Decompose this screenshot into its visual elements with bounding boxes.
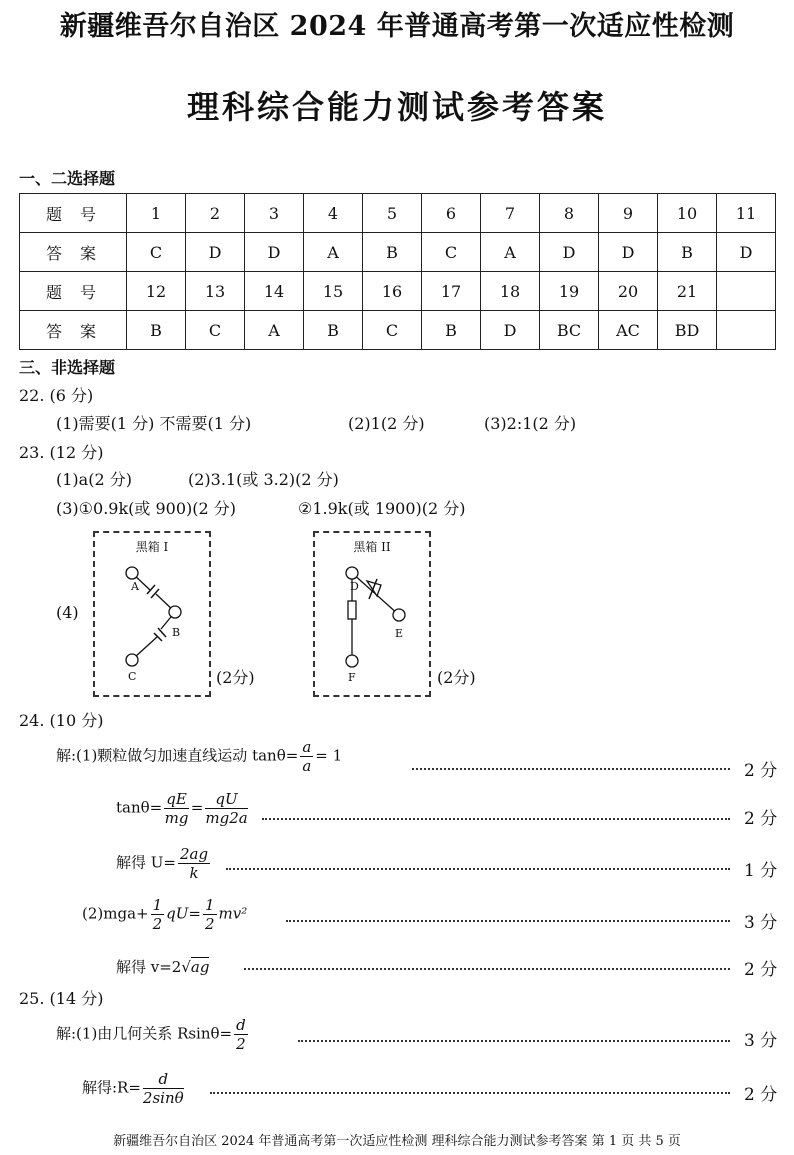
q22-heading: 22. (6 分) — [19, 386, 94, 405]
q25-step2: 解得:R= $\frac{d}{2\sin\theta}$ — [82, 1070, 184, 1107]
table-cell: 1 — [127, 194, 186, 233]
q25-step1-score: 3 分 — [744, 1031, 778, 1051]
table-cell: C — [422, 233, 481, 272]
table-cell — [717, 311, 776, 350]
dotted-leader — [286, 920, 730, 922]
black-box-2-title: 黑箱 II — [353, 540, 391, 554]
dotted-leader — [244, 968, 730, 970]
section-choice-heading: 一、二选择题 — [19, 169, 116, 188]
terminal-e-label: E — [395, 627, 404, 640]
table-cell: B — [658, 233, 717, 272]
table-cell: 7 — [481, 194, 540, 233]
table-cell: 10 — [658, 194, 717, 233]
row-label-number: 题号 — [20, 194, 127, 233]
table-cell: B — [304, 311, 363, 350]
table-cell: 4 — [304, 194, 363, 233]
black-box-2 — [313, 531, 431, 697]
table-cell: BD — [658, 311, 717, 350]
table-cell: 3 — [245, 194, 304, 233]
black-box-1 — [93, 531, 211, 697]
table-cell: 13 — [186, 272, 245, 311]
q23-part3a: (3)①0.9k(或 900)(2 分) — [56, 499, 237, 518]
q24-step5: 解得 v=2√ag — [116, 958, 210, 976]
q25-step2-score: 2 分 — [744, 1085, 778, 1105]
table-row — [20, 311, 776, 350]
dotted-leader — [210, 1092, 730, 1094]
page-footer: 新疆维吾尔自治区 2024 年普通高考第一次适应性检测 理科综合能力测试参考答案 第 1 页 共 5 页 — [113, 1134, 681, 1149]
fraction: $\frac{qE}{mg}$ — [164, 790, 189, 827]
dotted-leader — [262, 818, 730, 820]
table-cell: B — [363, 233, 422, 272]
table-cell: A — [245, 311, 304, 350]
table-cell: D — [186, 233, 245, 272]
table-cell: 18 — [481, 272, 540, 311]
table-cell: D — [540, 233, 599, 272]
dotted-leader — [412, 768, 730, 770]
answer-table — [19, 193, 776, 350]
q23-box2-score: (2分) — [437, 668, 476, 687]
table-cell: B — [127, 311, 186, 350]
table-cell: 12 — [127, 272, 186, 311]
black-box-1-circuit — [95, 533, 209, 695]
q23-part3b: ②1.9k(或 1900)(2 分) — [298, 499, 466, 518]
q22-part3: (3)2:1(2 分) — [484, 414, 577, 433]
q24-step4-score: 3 分 — [744, 913, 778, 933]
fraction: $\frac{d}{2}$ — [236, 1016, 246, 1053]
q22-part2: (2)1(2 分) — [348, 414, 425, 433]
q23-part2: (2)3.1(或 3.2)(2 分) — [188, 470, 339, 489]
table-cell: D — [245, 233, 304, 272]
dotted-leader — [298, 1040, 730, 1042]
terminal-f-label: F — [348, 671, 356, 684]
table-cell: 8 — [540, 194, 599, 233]
terminal-c-label: C — [128, 670, 137, 683]
q24-step5-score: 2 分 — [744, 960, 778, 980]
q22-part1: (1)需要(1 分) 不需要(1 分) — [56, 414, 252, 433]
table-cell: 11 — [717, 194, 776, 233]
table-cell — [717, 272, 776, 311]
dotted-leader — [226, 868, 730, 870]
table-cell: 6 — [422, 194, 481, 233]
q24-step1-text: 解:(1)颗粒做匀加速直线运动 tanθ= — [56, 746, 299, 765]
q24-step3: 解得 U= $\frac{2ag}{k}$ — [116, 845, 209, 882]
table-cell: 14 — [245, 272, 304, 311]
fraction: $\frac{1}{2}$ — [204, 896, 215, 933]
table-cell: D — [481, 311, 540, 350]
table-cell: 2 — [186, 194, 245, 233]
row-label-number: 题号 — [20, 272, 127, 311]
row-label-answer: 答案 — [20, 233, 127, 272]
table-cell: 15 — [304, 272, 363, 311]
table-cell: D — [717, 233, 776, 272]
q23-part1: (1)a(2 分) — [56, 470, 132, 489]
table-cell: C — [127, 233, 186, 272]
table-cell: B — [422, 311, 481, 350]
table-cell: 5 — [363, 194, 422, 233]
q25-heading: 25. (14 分) — [19, 989, 104, 1008]
q24-step1: 解:(1)颗粒做匀加速直线运动 tanθ= $\frac{a}{a}$ = 1 — [56, 738, 343, 775]
table-cell: 20 — [599, 272, 658, 311]
q24-step1-score: 2 分 — [744, 761, 778, 781]
table-cell: 21 — [658, 272, 717, 311]
q24-step2: tanθ= $\frac{qE}{mg}$ = $\frac{qU}{mg2a}$ — [116, 790, 248, 827]
fraction: $\frac{qU}{mg2a}$ — [205, 790, 248, 827]
table-row — [20, 194, 776, 233]
fraction: $\frac{a}{a}$ — [302, 738, 312, 775]
q24-step4: (2)mga+ $\frac{1}{2}$ qU= $\frac{1}{2}$ mv² — [82, 896, 248, 933]
table-row — [20, 272, 776, 311]
table-cell: A — [481, 233, 540, 272]
q23-part4-label: (4) — [56, 603, 79, 622]
black-box-1-title: 黑箱 I — [135, 540, 169, 554]
sqrt-symbol: √ — [181, 958, 191, 976]
terminal-d-label: D — [350, 580, 359, 593]
fraction: $\frac{2ag}{k}$ — [179, 845, 209, 882]
q25-step1: 解:(1)由几何关系 Rsinθ= $\frac{d}{2}$ — [56, 1016, 246, 1053]
table-cell: C — [186, 311, 245, 350]
q24-heading: 24. (10 分) — [19, 711, 104, 730]
q23-box1-score: (2分) — [216, 668, 255, 687]
table-cell: C — [363, 311, 422, 350]
table-cell: BC — [540, 311, 599, 350]
table-cell: 16 — [363, 272, 422, 311]
q24-step3-score: 1 分 — [744, 861, 778, 881]
q23-heading: 23. (12 分) — [19, 443, 104, 462]
table-cell: AC — [599, 311, 658, 350]
row-label-answer: 答案 — [20, 311, 127, 350]
q24-step2-score: 2 分 — [744, 809, 778, 829]
table-cell: D — [599, 233, 658, 272]
table-cell: A — [304, 233, 363, 272]
terminal-a-label: A — [131, 580, 139, 593]
table-cell: 17 — [422, 272, 481, 311]
document-subtitle: 理科综合能力测试参考答案 — [186, 88, 607, 126]
terminal-b-label: B — [172, 626, 181, 639]
section-nonchoice-heading: 三、非选择题 — [19, 358, 116, 377]
document-title: 新疆维吾尔自治区 2024 年普通高考第一次适应性检测 — [59, 11, 735, 42]
fraction: $\frac{d}{2\sin\theta}$ — [142, 1070, 184, 1107]
table-row — [20, 233, 776, 272]
fraction: $\frac{1}{2}$ — [152, 896, 163, 933]
table-cell: 9 — [599, 194, 658, 233]
black-box-2-circuit — [315, 533, 429, 695]
table-cell: 19 — [540, 272, 599, 311]
